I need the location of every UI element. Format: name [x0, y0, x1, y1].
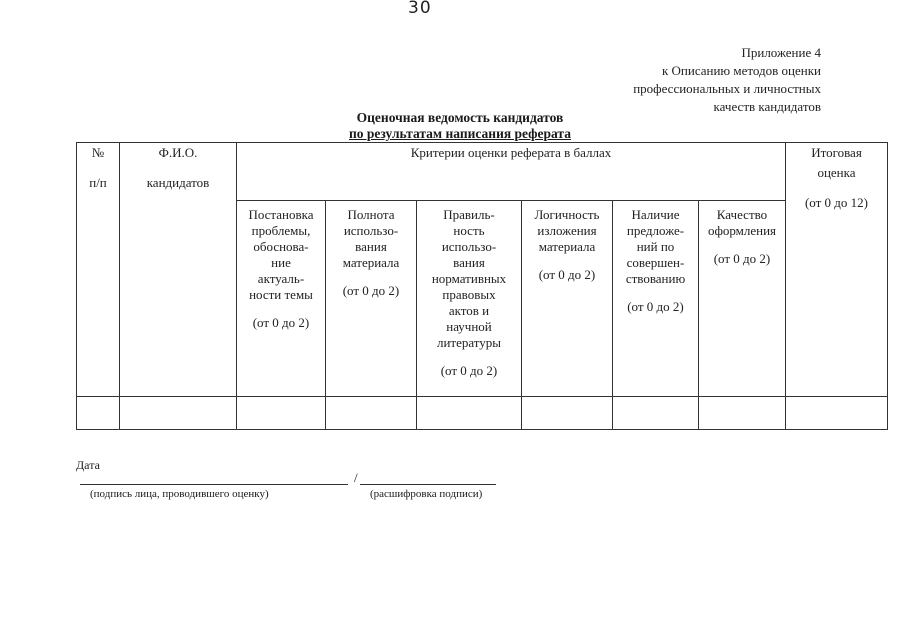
date-label: Дата [76, 458, 100, 472]
criterion-logic [522, 201, 613, 397]
table-cell-empty[interactable] [77, 397, 120, 430]
criterion-legal-sources [417, 201, 522, 397]
criterion-line: обоснова- [253, 239, 309, 254]
criterion-line: предложе- [626, 223, 685, 238]
criterion-line: правовых [442, 287, 496, 302]
criterion-line: материала [538, 239, 596, 254]
criteria-header: Критерии оценки реферата в баллах [237, 143, 786, 201]
criterion-line: Полнота [347, 207, 395, 222]
evaluation-table [76, 142, 888, 430]
title-line-1: Оценочная ведомость кандидатов [356, 110, 564, 125]
table-cell-empty[interactable] [237, 397, 326, 430]
appendix-block [633, 44, 821, 116]
criterion-line: использо- [441, 239, 497, 254]
final-header-line: оценка [817, 165, 856, 180]
criterion-line: актов и [448, 303, 490, 318]
signature-decoding-line[interactable] [360, 484, 496, 485]
criterion-line: вания [355, 239, 387, 254]
criterion-range: (от 0 до 2) [713, 251, 771, 266]
criterion-line: ность [453, 223, 485, 238]
table-cell-empty[interactable] [699, 397, 786, 430]
number-header-line: п/п [89, 175, 107, 190]
appendix-line: Приложение 4 [741, 45, 821, 60]
criterion-line: проблемы, [251, 223, 311, 238]
fio-header-line: Ф.И.О. [158, 145, 198, 160]
table-cell-empty[interactable] [120, 397, 237, 430]
table-cell-empty[interactable] [326, 397, 417, 430]
table-cell-empty[interactable] [786, 397, 888, 430]
appendix-line: качеств кандидатов [713, 99, 821, 114]
final-score-header [786, 143, 888, 397]
fio-header-line: кандидатов [146, 175, 210, 190]
criterion-line: ний по [636, 239, 675, 254]
final-score-range: (от 0 до 12) [804, 195, 869, 210]
criterion-line: изложения [537, 223, 597, 238]
criterion-line: Наличие [631, 207, 680, 222]
document-title [280, 110, 640, 142]
criterion-line: совершен- [626, 255, 685, 270]
criterion-problem-statement [237, 201, 326, 397]
signature-separator: / [354, 470, 358, 485]
criterion-line: использо- [343, 223, 399, 238]
number-header [77, 143, 120, 397]
fio-header [120, 143, 237, 397]
criterion-line: вания [453, 255, 485, 270]
criterion-line: нормативных [431, 271, 507, 286]
criterion-line: Постановка [248, 207, 314, 222]
signature-caption: (подпись лица, проводившего оценку) [90, 488, 269, 500]
signature-line[interactable] [80, 484, 348, 485]
criterion-range: (от 0 до 2) [627, 299, 684, 314]
criterion-line: ствованию [625, 271, 686, 286]
criterion-line: литературы [436, 335, 502, 350]
page-number: 30 [408, 0, 432, 18]
criterion-formatting [699, 201, 786, 397]
number-header-line: № [91, 145, 105, 160]
criterion-range: (от 0 до 2) [440, 363, 498, 378]
criterion-line: научной [446, 319, 492, 334]
criterion-line: Качество [716, 207, 768, 222]
appendix-line: профессиональных и личностных [633, 81, 821, 96]
criterion-line: материала [342, 255, 400, 270]
criterion-range: (от 0 до 2) [252, 315, 310, 330]
criterion-proposals [613, 201, 699, 397]
criterion-range: (от 0 до 2) [342, 283, 400, 298]
criterion-line: Правиль- [443, 207, 495, 222]
table-cell-empty[interactable] [522, 397, 613, 430]
criterion-range: (от 0 до 2) [538, 267, 596, 282]
criterion-line: оформления [707, 223, 777, 238]
table-cell-empty[interactable] [417, 397, 522, 430]
decoding-caption: (расшифровка подписи) [370, 488, 483, 500]
criterion-line: Логичность [534, 207, 600, 222]
appendix-line: к Описанию методов оценки [661, 63, 821, 78]
criterion-material-completeness [326, 201, 417, 397]
criterion-line: ние [271, 255, 291, 270]
title-line-2: по результатам написания реферата [349, 126, 571, 141]
criterion-line: ности темы [249, 287, 313, 302]
criterion-line: актуаль- [257, 271, 305, 286]
final-header-line: Итоговая [811, 145, 862, 160]
table-cell-empty[interactable] [613, 397, 699, 430]
